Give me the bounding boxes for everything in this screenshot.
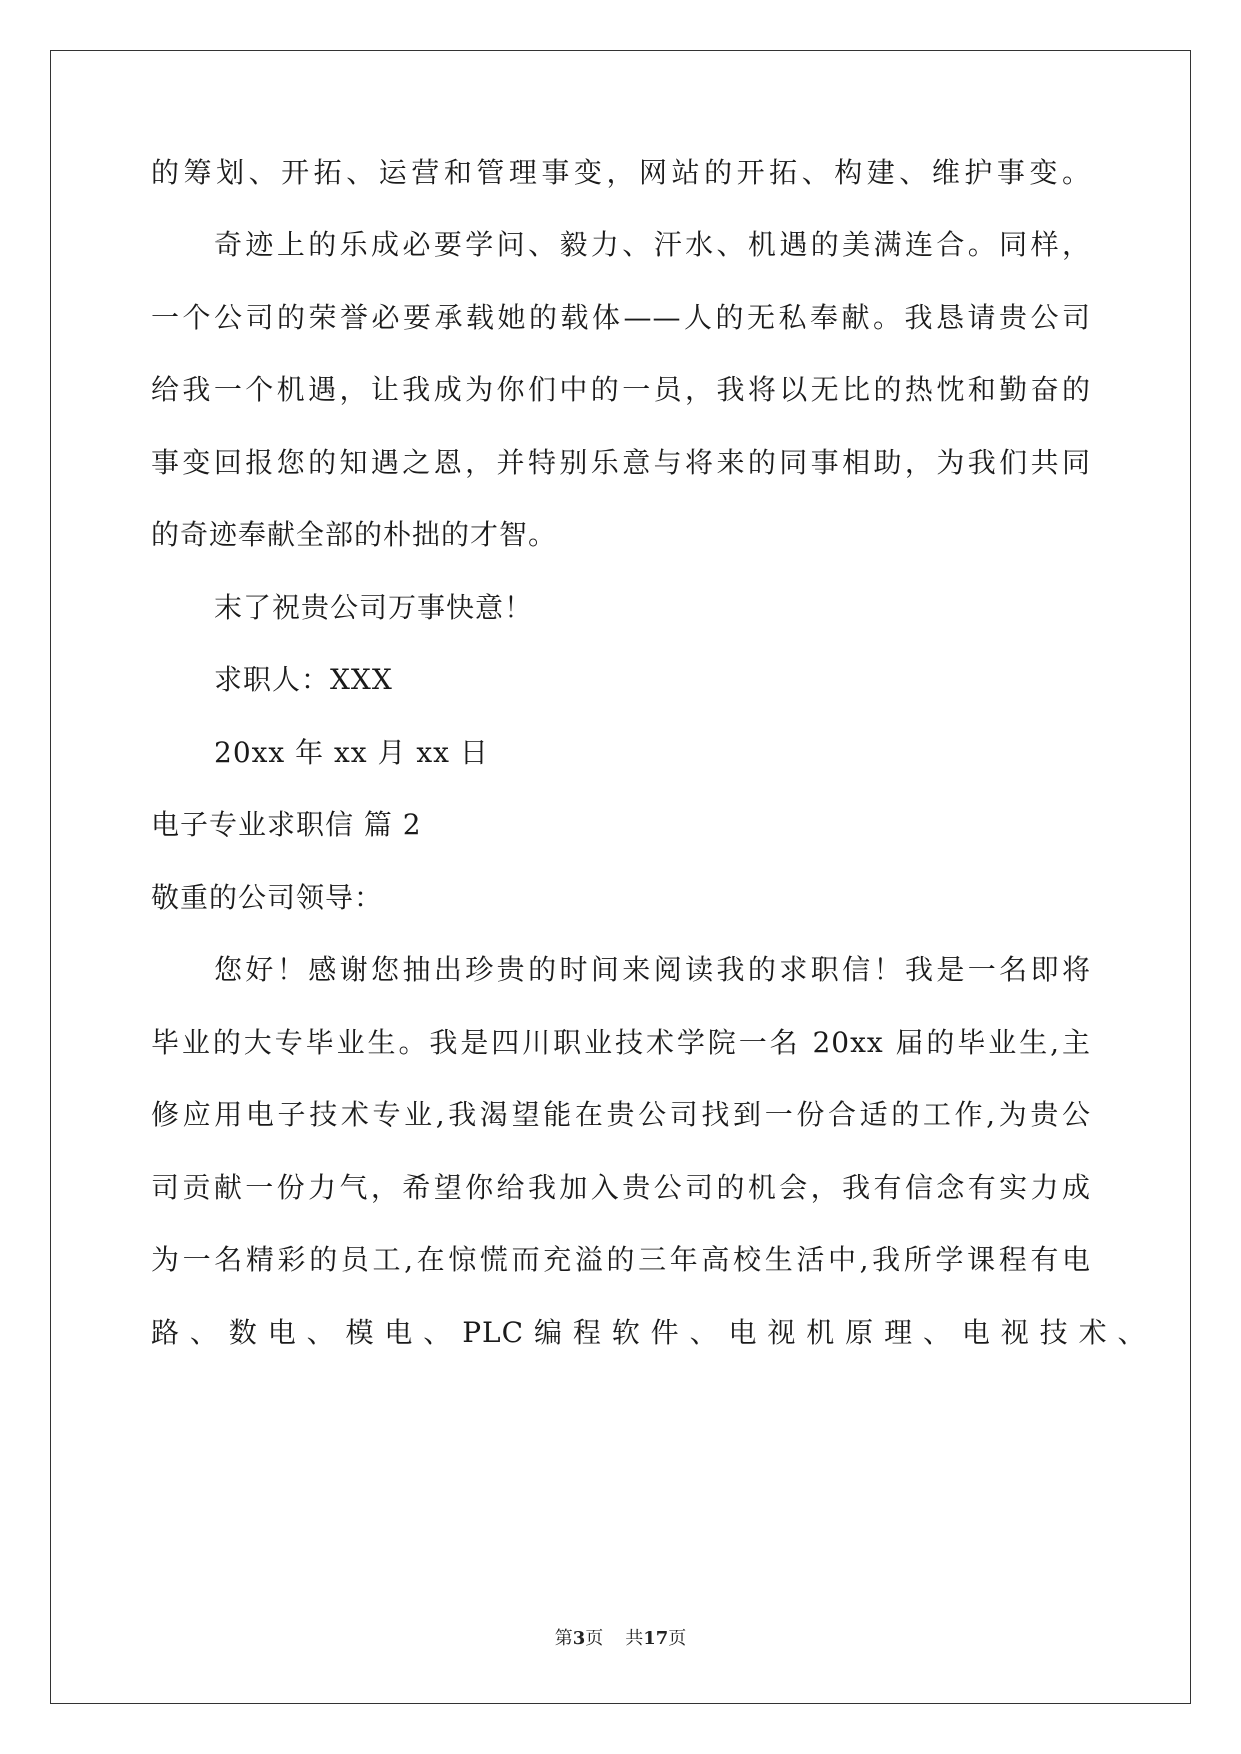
body-text-line: 毕业的大专毕业生。我是四川职业技术学院一名 20xx 届的毕业生,主 bbox=[151, 1026, 1091, 1059]
body-text-line: 的奇迹奉献全部的朴拙的才智。 bbox=[151, 518, 558, 551]
body-text-line: 一个公司的荣誉必要承载她的载体——人的无私奉献。我恳请贵公司 bbox=[151, 301, 1091, 334]
closing-wish: 末了祝贵公司万事快意！ bbox=[214, 591, 534, 624]
body-text-line: 奇迹上的乐成必要学问、毅力、汗水、机遇的美满连合。同样， bbox=[214, 228, 1091, 261]
body-text-line: 给我一个机遇，让我成为你们中的一员，我将以无比的热忱和勤奋的 bbox=[151, 373, 1091, 406]
footer-page-number: 3 bbox=[572, 1628, 586, 1649]
footer-total-suffix: 页 bbox=[668, 1628, 687, 1649]
body-text-line: 路 、 数 电 、 模 电 、 PLC 编 程 软 件 、 电 视 机 原 理 、 电 视 技 术 、 bbox=[151, 1316, 1147, 1349]
body-text-line: 司贡献一份力气，希望你给我加入贵公司的机会，我有信念有实力成 bbox=[151, 1171, 1091, 1204]
body-text-line: 您好！感谢您抽出珍贵的时间来阅读我的求职信！我是一名即将 bbox=[214, 953, 1091, 986]
section-heading: 电子专业求职信 篇 2 bbox=[151, 808, 422, 841]
body-text-line: 为一名精彩的员工,在惊慌而充溢的三年高校生活中,我所学课程有电 bbox=[151, 1243, 1091, 1276]
salutation: 敬重的公司领导： bbox=[151, 881, 384, 914]
footer-total-prefix: 共 bbox=[625, 1628, 644, 1649]
body-text-line: 事变回报您的知遇之恩，并特别乐意与将来的同事相助，为我们共同 bbox=[151, 446, 1091, 479]
body-text-line: 修应用电子技术专业,我渴望能在贵公司找到一份合适的工作,为贵公 bbox=[151, 1098, 1091, 1131]
body-text-line: 的筹划、开拓、运营和管理事变，网站的开拓、构建、维护事变。 bbox=[151, 156, 1091, 189]
page-footer bbox=[0, 1627, 1241, 1651]
footer-total-pages: 17 bbox=[643, 1628, 669, 1649]
letter-date: 20xx 年 xx 月 xx 日 bbox=[214, 736, 489, 769]
applicant-signature: 求职人：XXX bbox=[214, 663, 393, 696]
footer-page-suffix: 页 bbox=[585, 1628, 604, 1649]
footer-page-prefix: 第 bbox=[554, 1628, 573, 1649]
